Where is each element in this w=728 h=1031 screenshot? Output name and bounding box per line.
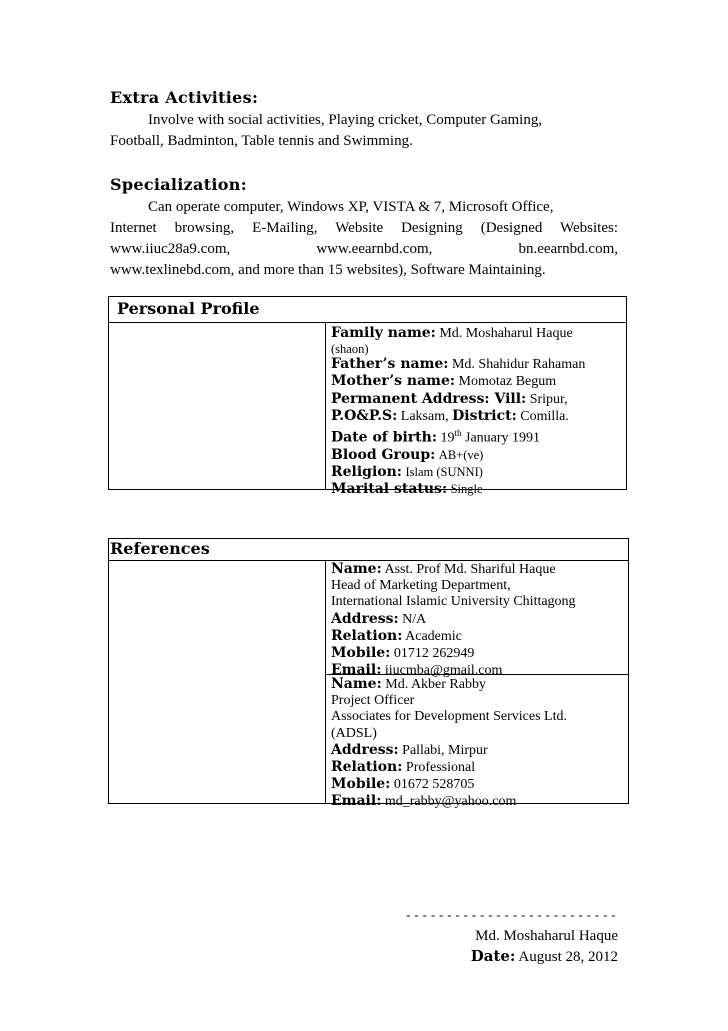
- ref1-name-value: Asst. Prof Md. Shariful Haque: [384, 562, 556, 577]
- family-name-label: Family name:: [331, 325, 436, 341]
- personal-profile-title: Personal Profile: [109, 297, 626, 323]
- ref1-mobile-label: Mobile:: [331, 645, 391, 662]
- signature-name: Md. Moshaharul Haque: [475, 928, 618, 944]
- ref2-organization-abbr: (ADSL): [331, 725, 377, 741]
- family-name-value: Md. Moshaharul Haque: [439, 326, 573, 341]
- religion-value: Islam (SUNNI): [405, 465, 483, 480]
- ref2-name-label: Name:: [331, 676, 382, 692]
- district-value: Comilla.: [520, 408, 569, 424]
- reference-2: [331, 676, 567, 811]
- ref2-address-value: Pallabi, Mirpur: [402, 742, 488, 758]
- ref2-relation-label: Relation:: [331, 759, 403, 776]
- specialization-heading: Specialization:: [110, 175, 247, 194]
- dob-rest: January 1991: [465, 430, 541, 446]
- ref1-position: Head of Marketing Department,: [331, 578, 511, 594]
- extra-activities-heading: Extra Activities:: [110, 88, 259, 107]
- po-ps-label: P.O&P.S:: [331, 407, 398, 424]
- ref2-name-value: Md. Akber Rabby: [385, 677, 486, 692]
- personal-divider: [325, 323, 326, 489]
- website-3: bn.eearnbd.com,: [518, 241, 618, 257]
- ref1-address-value: N/A: [402, 611, 427, 627]
- specialization-text: [110, 197, 618, 281]
- references-divider: [325, 561, 326, 803]
- dob-day: 19: [440, 430, 455, 446]
- ref2-address-label: Address:: [331, 741, 399, 758]
- father-name-value: Md. Shahidur Rahaman: [451, 357, 586, 373]
- extra-line-1: Involve with social activities, Playing cricket, Computer Gaming,: [148, 112, 543, 128]
- marital-status-value: Single: [450, 482, 483, 497]
- extra-line-2: Football, Badminton, Table tennis and Swimming.: [110, 133, 413, 149]
- village-value: Sripur,: [529, 391, 568, 407]
- reference-1: [331, 561, 576, 679]
- blood-group-value: AB+(ve): [438, 447, 484, 462]
- district-label: District:: [452, 407, 517, 424]
- spec-line-4: www.texlinebd.com, and more than 15 websites), Software Maintaining.: [110, 262, 546, 278]
- ref1-mobile-value: 01712 262949: [393, 646, 475, 662]
- dob-label: Date of birth:: [331, 429, 437, 446]
- ref2-mobile-label: Mobile:: [331, 776, 391, 793]
- father-name-label: Father’s name:: [331, 356, 449, 373]
- blood-group-label: Blood Group:: [331, 446, 436, 463]
- spec-line-2: Internet browsing, E-Mailing, Website Designing (Designed Websites:: [110, 220, 618, 236]
- permanent-address-label: Permanent Address: Vill:: [331, 390, 527, 407]
- extra-activities-text: [110, 110, 618, 152]
- ref2-email-label: Email:: [331, 793, 382, 810]
- dob-suffix: th: [454, 428, 462, 439]
- ref1-name-label: Name:: [331, 561, 382, 577]
- ref2-relation-value: Professional: [405, 760, 476, 776]
- ref1-relation-label: Relation:: [331, 627, 403, 644]
- references-title: References: [109, 539, 628, 561]
- date-label: Date:: [470, 947, 516, 965]
- spec-line-1: Can operate computer, Windows XP, VISTA & 7, Microsoft Office,: [148, 199, 554, 215]
- personal-details: [331, 325, 585, 498]
- website-2: www.eearnbd.com,: [316, 241, 433, 257]
- references-table: [108, 538, 629, 810]
- ref2-position: Project Officer: [331, 693, 415, 709]
- ref1-email-value: iiucmba@gmail.com: [384, 663, 503, 679]
- family-nickname: (shaon): [331, 342, 369, 357]
- ref1-address-label: Address:: [331, 610, 399, 627]
- signature-line: --------------------------: [404, 909, 618, 923]
- date-value: August 28, 2012: [518, 949, 618, 965]
- mother-name-value: Momotaz Begum: [458, 374, 557, 390]
- ref2-mobile-value: 01672 528705: [393, 777, 475, 793]
- ref1-email-label: Email:: [331, 662, 382, 679]
- signature-block: [405, 906, 618, 967]
- ref2-organization: Associates for Development Services Ltd.: [331, 709, 567, 725]
- po-ps-value: Laksam,: [400, 408, 449, 424]
- personal-profile-table: [108, 296, 627, 498]
- ref2-email-value: md_rabby@yahoo.com: [384, 794, 517, 810]
- ref1-relation-value: Academic: [405, 628, 462, 644]
- marital-status-label: Marital status:: [331, 481, 448, 498]
- religion-label: Religion:: [331, 464, 402, 481]
- website-1: www.iiuc28a9.com,: [110, 241, 231, 257]
- ref1-institution: International Islamic University Chittagong: [331, 594, 576, 610]
- mother-name-label: Mother’s name:: [331, 373, 456, 390]
